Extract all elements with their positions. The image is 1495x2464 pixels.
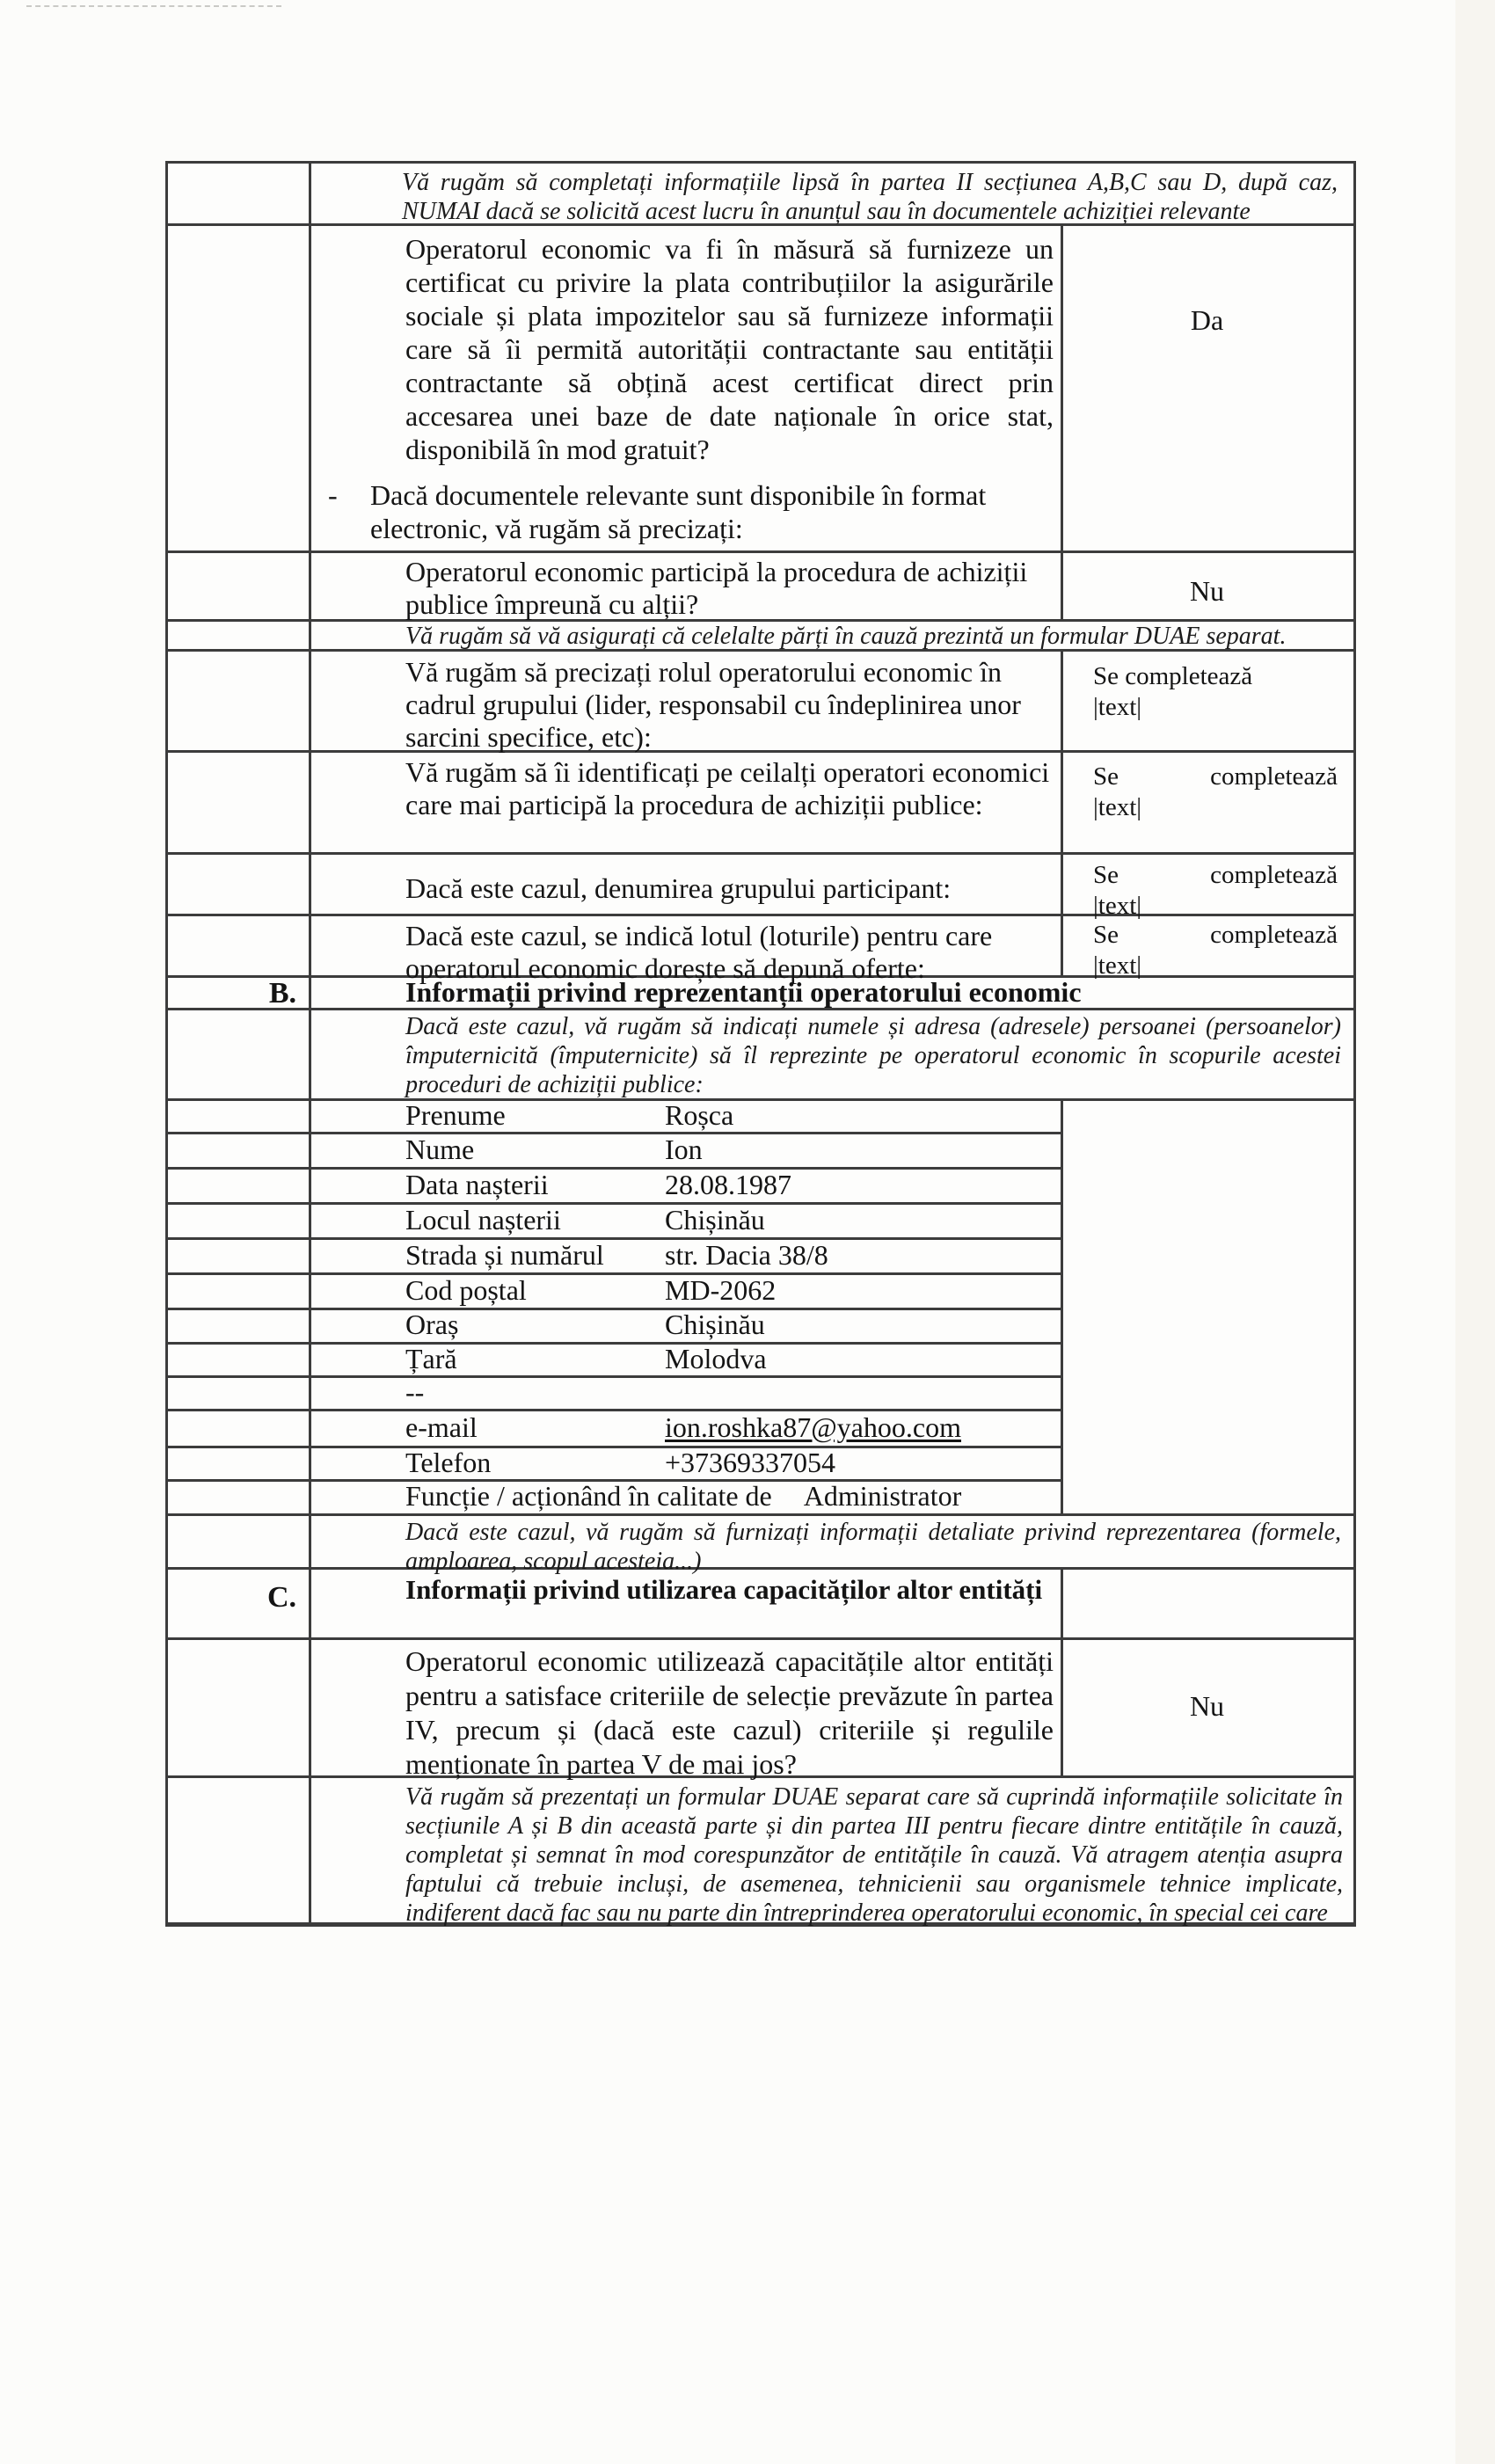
field-label-tara: Țară: [405, 1342, 457, 1374]
field-value-locul-nasterii: Chișinău: [665, 1203, 765, 1236]
field-row-data-nasterii: [405, 1167, 1058, 1202]
question-group-name: Dacă este cazul, denumirea grupului participant:: [405, 872, 952, 904]
grid-line: [168, 1637, 1353, 1640]
answer-group-name-label: Se completează: [1093, 861, 1338, 889]
field-row-locul-nasterii: [405, 1202, 1058, 1237]
field-value-oras: Chișinău: [665, 1309, 765, 1340]
grid-line: [1061, 223, 1063, 619]
grid-line: [168, 550, 1353, 553]
field-row-email: [405, 1409, 1058, 1446]
grid-line: [168, 1513, 1353, 1516]
duae-form-table: [165, 161, 1356, 1927]
grid-line: [168, 852, 1353, 855]
field-row-cod-postal: [405, 1272, 1058, 1308]
field-value-email: ion.roshka87@yahoo.com: [665, 1411, 961, 1443]
field-row-functie: [405, 1479, 1058, 1513]
field-value-data-nasterii: 28.08.1987: [665, 1168, 791, 1200]
field-row-prenume: [405, 1098, 1058, 1132]
field-label-data-nasterii: Data nașterii: [405, 1168, 549, 1200]
answer-role: [1093, 661, 1338, 723]
answer-lots: [1093, 920, 1338, 981]
question-role-in-group: Vă rugăm să precizați rolul operatorului economic în cadrul grupului (lider, responsabil cu îndeplinirea unor sarcini specifice, etc):: [405, 656, 1021, 753]
field-label-cod-postal: Cod poștal: [405, 1273, 527, 1306]
field-label-strada: Strada și numărul: [405, 1238, 604, 1271]
field-label-prenume: Prenume: [405, 1098, 506, 1131]
field-value-functie: Administrator: [803, 1480, 962, 1512]
section-b-label: B.: [268, 977, 296, 1010]
answer-role-value: |text|: [1093, 693, 1142, 721]
field-label-email: e-mail: [405, 1411, 478, 1443]
scan-artifact-dashed-line: [26, 5, 281, 7]
field-value-strada: str. Dacia 38/8: [665, 1238, 828, 1271]
answer-other-operators-label: Se completează: [1093, 762, 1338, 791]
question-certificate: Operatorul economic va fi în măsură să furnizeze un certificat cu privire la plata contribuțiilor la asigurările sociale și plata impozitelor sau să furnizeze informații care să îi permită autorității contractante sau entității contractante să obțină acest certificat direct prin accesarea unei baze de date naționale în orice stat, disponibilă în mod gratuit?: [405, 233, 1054, 465]
subitem-electronic-documents: [328, 478, 1040, 545]
field-row-empty: [405, 1375, 1058, 1409]
note-representation-details: Dacă este cazul, vă rugăm să furnizați informații detaliate privind reprezentarea (formele, amploarea, scopul acesteia...): [405, 1519, 1341, 1575]
subitem-electronic-text: Dacă documentele relevante sunt disponibile în format electronic, vă rugăm să precizați:: [370, 479, 987, 544]
field-label-locul-nasterii: Locul nașterii: [405, 1203, 561, 1236]
field-label-functie: Funcție / acționând în calitate de: [405, 1480, 772, 1512]
field-label-nume: Nume: [405, 1133, 475, 1165]
field-value-prenume: Roșca: [665, 1098, 734, 1131]
answer-lots-value: |text|: [1093, 951, 1142, 980]
question-participation-together: Operatorul economic participă la procedura de achiziții publice împreună cu alții?: [405, 556, 1028, 620]
answer-capacities-nu: Nu: [1189, 1690, 1225, 1722]
field-label-telefon: Telefon: [405, 1446, 492, 1478]
section-b-title: Informații privind reprezentanții operatorului economic: [405, 976, 1082, 1008]
question-lots: Dacă este cazul, se indică lotul (loturile) pentru care operatorul economic dorește să depună oferte:: [405, 920, 993, 984]
section-b-note: Dacă este cazul, vă rugăm să indicați numele și adresa (adresele) persoanei (persoanelor) împuternicită (împuternicite) să îl reprezinte pe operatorul economic în scopurile acestei proceduri de achiziții publice:: [405, 1013, 1341, 1098]
grid-line: [309, 164, 311, 1922]
answer-other-operators: [1093, 762, 1338, 823]
section-c-label: C.: [266, 1581, 296, 1614]
field-value-tara: Molodva: [665, 1342, 767, 1374]
instruction-note-top: Vă rugăm să completați informațiile lipsă în partea II secțiunea A,B,C sau D, după caz, NUMAI dacă se solicită acest lucru în anunțul sau în documentele achiziției relevante: [402, 169, 1338, 225]
section-c-title: Informații privind utilizarea capacităților altor entități: [405, 1574, 1043, 1605]
answer-lots-label: Se completează: [1093, 921, 1338, 949]
field-value-nume: Ion: [665, 1133, 703, 1165]
grid-line: [1061, 1098, 1063, 1513]
grid-line: [1061, 1567, 1063, 1775]
field-row-telefon: [405, 1446, 1058, 1479]
field-row-oras: [405, 1308, 1058, 1342]
answer-role-label: Se completează: [1093, 662, 1253, 690]
note-separate-duae-entities: Vă rugăm să prezentați un formular DUAE separat care să cuprindă informațiile solicitate în secțiunile A și B din această parte și din partea III pentru fiecare dintre entitățile în cauză, completat și semnat în mod corespunzător de entitățile în cauză. Vă atragem atenția asupra faptului că trebuie incluși, de asemenea, tehnicienii sau organismele tehnice implicate, indiferent dacă fac sau nu parte din întreprinderea operatorului economic, în special cei care: [405, 1783, 1343, 1927]
answer-group-name-value: |text|: [1093, 892, 1142, 920]
question-capacities-other-entities: Operatorul economic utilizează capacitățile altor entități pentru a satisface criteriile de selecție prevăzute în partea IV, precum și (dacă este cazul) criteriile și regulile menționate în partea V de mai jos?: [405, 1645, 1054, 1780]
answer-certificate-da: Da: [1190, 304, 1224, 336]
instruction-note-separate-duae: Vă rugăm să vă asigurați că celelalte părți în cauză prezintă un formular DUAE separat.: [405, 623, 1287, 650]
field-row-tara: [405, 1342, 1058, 1375]
answer-participation-nu: Nu: [1189, 575, 1225, 607]
field-value-telefon: +37369337054: [665, 1446, 836, 1478]
field-value-cod-postal: MD-2062: [665, 1273, 777, 1306]
field-label-oras: Oraș: [405, 1309, 459, 1340]
field-row-strada: [405, 1237, 1058, 1272]
answer-other-operators-value: |text|: [1093, 793, 1142, 821]
dash-bullet: -: [328, 479, 338, 511]
field-label-empty: --: [405, 1375, 425, 1408]
scan-artifact-edge-band: [1455, 0, 1495, 2464]
field-row-nume: [405, 1132, 1058, 1167]
question-other-operators: Vă rugăm să îi identificați pe ceilalți operatori economici care mai participă la procedura de achiziții publice:: [405, 756, 1050, 820]
answer-group-name: [1093, 860, 1338, 922]
